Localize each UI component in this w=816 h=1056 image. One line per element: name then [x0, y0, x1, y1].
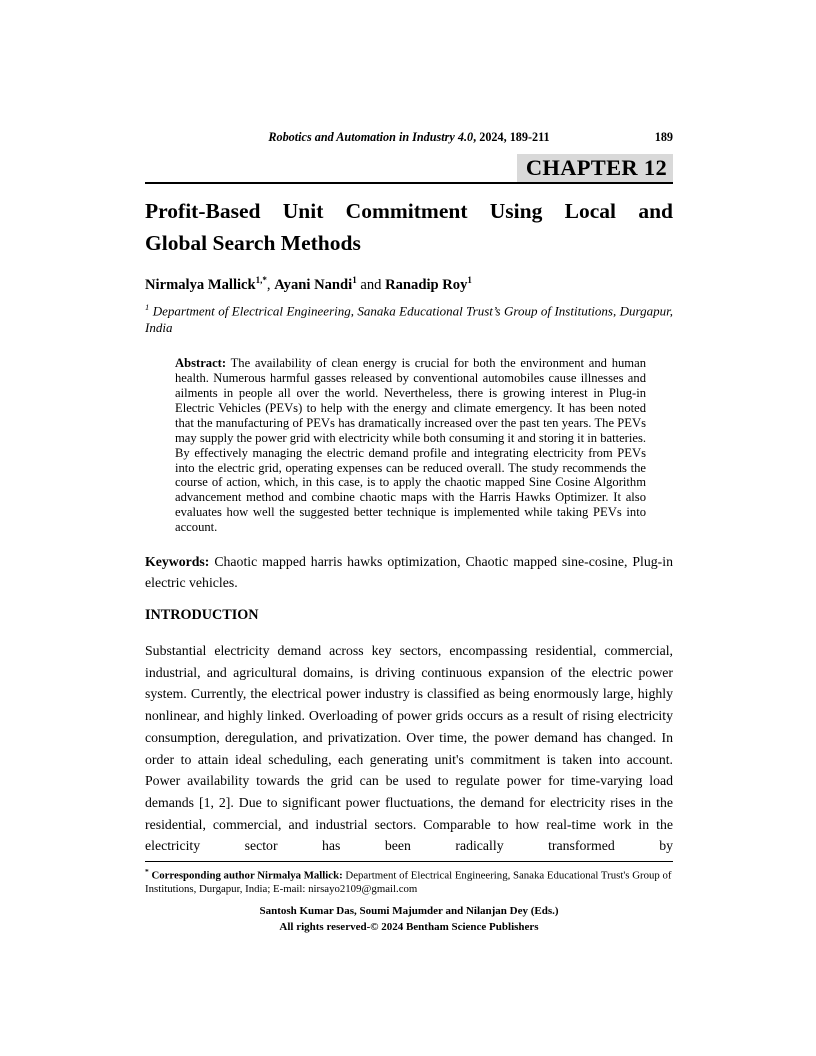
footnote-bold: Corresponding author Nirmalya Mallick: — [148, 869, 346, 882]
author-name-3: Ranadip Roy — [385, 276, 468, 293]
affiliation-sup: 1 — [145, 301, 150, 312]
page-content — [145, 130, 673, 935]
editors-line: Santosh Kumar Das, Soumi Majumder and Nilanjan Dey (Eds.) — [259, 905, 559, 918]
author-sup-3: 1 — [467, 275, 472, 285]
author-name-1: Nirmalya Mallick — [145, 276, 256, 293]
keywords — [145, 551, 673, 593]
author-sup-2: 1 — [352, 275, 357, 285]
chapter-label: CHAPTER 12 — [517, 154, 673, 182]
chapter-title-line1: Profit-Based Unit Commitment Using Local and — [145, 199, 673, 223]
author-name-2: Ayani Nandi — [274, 276, 353, 293]
author-separator-2: and — [356, 276, 386, 293]
author-line — [145, 270, 673, 295]
introduction-paragraph: Substantial electricity demand across key sectors, encompassing residential, commercial, industrial, and agricultural domains, is driving continuous expansion of the electric power system. Currently, the electrical power industry is classified as being enormously large, highly nonlinear, and highly linked. Overloading of power grids occurs as a result of rising electricity consumption, deregulation, and privatization. Over time, the power demand has changed. In order to attain ideal scheduling, each generating unit's commitment is taken into account. Power availability towards the grid can be used to regulate power for time-varying load demands [1, 2]. Due to significant power fluctuations, the demand for electricity rises in the residential, commercial, and industrial sectors. Comparable to how real-time work in the electricity sector has been radically transformed by — [145, 643, 673, 854]
journal-meta: , 2024, 189-211 — [473, 130, 550, 144]
author-separator-1: , — [266, 276, 275, 293]
abstract — [175, 356, 646, 535]
section-heading-introduction: INTRODUCTION — [145, 607, 259, 624]
keywords-text: Chaotic mapped harris hawks optimization, Chaotic mapped sine-cosine, Plug-in electric vehicles. — [145, 554, 673, 591]
author-sup-1: 1,* — [255, 275, 267, 285]
affiliation — [145, 299, 673, 336]
footnote-divider — [145, 861, 673, 862]
running-head — [145, 130, 673, 145]
keywords-label: Keywords: — [145, 554, 210, 570]
footnote-marker: * — [145, 867, 149, 877]
abstract-text: The availability of clean energy is crucial for both the environment and human health. Numerous harmful gasses released by conventional automobiles cause illnesses and ailments in people all over the world. Nevertheless, there is growing interest in Plug-in Electric Vehicles (PEVs) to help with the energy and climate emergency. It has been noted that the manufacturing of PEVs has dramatically increased over the past ten years. The PEVs may supply the power grid with electricity while both consuming it and storing it in batteries. By effectively managing the electric demand profile and integrating electricity from PEVs into the electric grid, operating expenses can be reduced overall. The study recommends the course of action, which, in this case, is to apply the chaotic mapped Sine Cosine Algorithm advancement method and combine chaotic maps with the Harris Hawks Optimizer. It also evaluates how well the suggested better technique is implemented while taking PEVs into account. — [175, 356, 646, 535]
copyright-line: All rights reserved-© 2024 Bentham Science Publishers — [279, 920, 539, 933]
page-number: 189 — [654, 130, 673, 144]
footnote-text: Department of Electrical Engineering, Sanaka Educational Trust's Group of Institutions, Durgapur, India; E-mail: nirsayo2109@gmail.com — [145, 869, 672, 896]
chapter-title-line2: Global Search Methods — [145, 230, 361, 255]
journal-title: Robotics and Automation in Industry 4.0 — [268, 130, 474, 144]
chapter-rule — [145, 154, 673, 184]
chapter-title — [145, 196, 673, 259]
affiliation-text: Department of Electrical Engineering, Sanaka Educational Trust’s Group of Institutions, Durgapur, India — [145, 303, 673, 335]
abstract-label: Abstract: — [175, 356, 227, 371]
page-footer — [145, 904, 673, 935]
corresponding-author-footnote — [145, 865, 673, 897]
